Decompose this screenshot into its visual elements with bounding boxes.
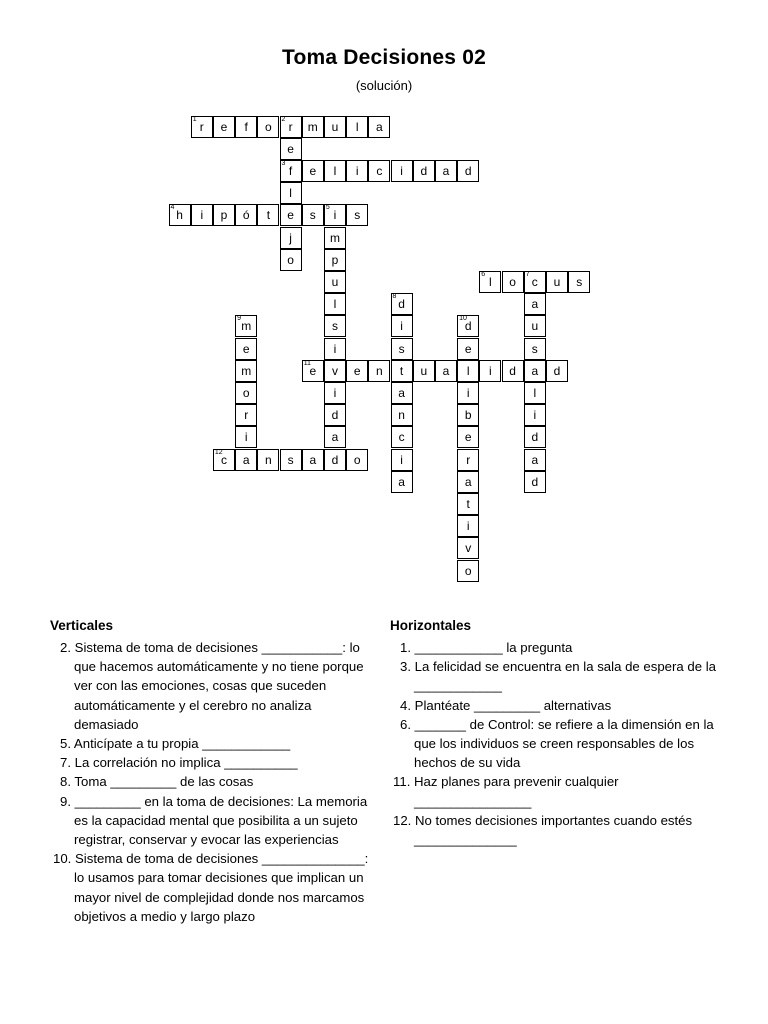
crossword-letter: m xyxy=(241,363,252,378)
crossword-cell xyxy=(524,315,546,337)
crossword-cell xyxy=(324,426,346,448)
clue-number: 3. xyxy=(400,659,411,675)
crossword-letter: c xyxy=(531,274,538,289)
crossword-letter: e xyxy=(309,163,317,178)
crossword-cell xyxy=(302,449,324,471)
crossword-cell xyxy=(524,293,546,315)
crossword-letter: i xyxy=(466,385,470,400)
crossword-letter: e xyxy=(287,208,294,223)
clue-item xyxy=(390,715,720,773)
crossword-letter: v xyxy=(465,541,472,556)
clue-number: 6. xyxy=(400,716,411,732)
crossword-letter: u xyxy=(331,119,339,134)
verticales-heading: Verticales xyxy=(50,618,114,633)
crossword-cell xyxy=(502,271,524,293)
crossword-cell xyxy=(524,471,546,493)
clue-text: La correlación no implica __________ xyxy=(71,755,298,771)
crossword-cell xyxy=(302,160,324,182)
horizontales-section xyxy=(390,617,720,849)
crossword-cell xyxy=(235,116,257,138)
crossword-cell xyxy=(235,449,257,471)
crossword-letter: t xyxy=(266,208,271,223)
crossword-letter: m xyxy=(241,319,252,334)
crossword-letter: d xyxy=(509,363,516,378)
crossword-cell xyxy=(457,315,479,337)
clue-item xyxy=(50,792,370,850)
crossword-cell xyxy=(324,315,346,337)
clue-text: ____________ la pregunta xyxy=(411,640,573,655)
horizontales-heading: Horizontales xyxy=(390,618,472,633)
crossword-cell xyxy=(457,160,479,182)
crossword-cell xyxy=(280,182,302,204)
crossword-cell xyxy=(324,116,346,138)
horizontales-list xyxy=(390,638,720,849)
crossword-letter: a xyxy=(398,474,405,489)
crossword-letter: a xyxy=(309,452,317,467)
crossword-cell xyxy=(546,271,568,293)
crossword-cell xyxy=(391,160,413,182)
crossword-letter: r xyxy=(288,119,293,134)
crossword-cell xyxy=(524,382,546,404)
crossword-letter: e xyxy=(287,141,294,156)
crossword-letter: d xyxy=(398,297,405,312)
clue-text: La felicidad se encuentra en la sala de espera de la ____________ xyxy=(411,659,716,694)
crossword-cell xyxy=(391,382,413,404)
clue-text: No tomes decisiones importantes cuando estés ______________ xyxy=(411,812,693,848)
clue-text: Anticípate a tu propia ____________ xyxy=(71,736,291,752)
crossword-cell xyxy=(413,360,435,382)
crossword-letter: d xyxy=(331,408,339,423)
crossword-cell xyxy=(368,116,390,138)
crossword-letter: c xyxy=(398,430,405,445)
crossword-cell xyxy=(391,315,413,337)
crossword-letter: i xyxy=(244,430,248,445)
crossword-letter: o xyxy=(509,274,516,289)
crossword-cell xyxy=(213,204,235,226)
crossword-letter: l xyxy=(489,274,492,289)
clue-item xyxy=(390,657,720,695)
crossword-cell xyxy=(391,338,413,360)
crossword-letter: r xyxy=(199,119,204,134)
crossword-letter: p xyxy=(331,252,339,267)
clue-number: 3 xyxy=(281,159,286,167)
crossword-letter: s xyxy=(331,319,338,334)
crossword-letter: i xyxy=(400,163,403,178)
crossword-letter: d xyxy=(531,430,539,445)
clue-number: 1. xyxy=(400,640,411,655)
crossword-letter: i xyxy=(400,319,403,334)
crossword-cell xyxy=(235,382,257,404)
crossword-letter: i xyxy=(400,452,403,467)
crossword-cell xyxy=(324,404,346,426)
crossword-cell xyxy=(391,293,413,315)
crossword-cell xyxy=(346,204,368,226)
crossword-cell xyxy=(457,404,479,426)
crossword-cell xyxy=(479,360,501,382)
crossword-letter: u xyxy=(553,274,561,289)
clue-item xyxy=(390,638,720,657)
crossword-letter: s xyxy=(309,208,316,223)
crossword-cell xyxy=(457,382,479,404)
page-subtitle: (solución) xyxy=(355,78,413,93)
crossword-letter: o xyxy=(464,563,472,578)
clue-number: 10 xyxy=(459,315,467,323)
crossword-letter: n xyxy=(265,452,272,467)
crossword-cell xyxy=(280,249,302,271)
crossword-cell xyxy=(346,160,368,182)
crossword-cell xyxy=(324,360,346,382)
clue-number: 4. xyxy=(400,697,411,713)
crossword-letter: h xyxy=(176,208,183,223)
crossword-cell xyxy=(235,338,257,360)
clue-number: 6 xyxy=(481,270,486,278)
clue-number: 2 xyxy=(281,115,286,123)
crossword-letter: d xyxy=(464,319,472,334)
crossword-letter: c xyxy=(220,452,227,467)
clue-text: Haz planes para prevenir cualquier ________________ xyxy=(410,774,619,809)
crossword-letter: t xyxy=(399,363,404,378)
crossword-cell xyxy=(457,360,479,382)
crossword-letter: l xyxy=(355,119,359,134)
crossword-cell xyxy=(213,116,235,138)
crossword-cell xyxy=(235,404,257,426)
clue-item xyxy=(390,696,720,715)
crossword-letter: i xyxy=(533,408,537,423)
clue-text: _______ de Control: se refiere a la dimensión en la que los individuos se creen responsables de los hechos de su vida xyxy=(411,716,714,771)
crossword-letter: s xyxy=(531,341,538,356)
crossword-cell xyxy=(524,271,546,293)
crossword-cell xyxy=(435,160,457,182)
crossword-cell xyxy=(346,449,368,471)
crossword-letter: i xyxy=(200,208,204,223)
crossword-letter: a xyxy=(442,163,450,178)
crossword-cell xyxy=(213,449,235,471)
crossword-letter: m xyxy=(307,119,318,134)
crossword-cell xyxy=(235,426,257,448)
crossword-cell xyxy=(280,160,302,182)
clue-item xyxy=(50,638,370,734)
crossword-cell xyxy=(324,293,346,315)
crossword-letter: u xyxy=(331,274,339,289)
crossword-cell xyxy=(324,338,346,360)
clue-text: _________ en la toma de decisiones: La memoria es la capacidad mental que posibilita a un sujeto registrar, conservar y evocar las experiencias xyxy=(71,793,368,848)
crossword-cell xyxy=(324,449,346,471)
crossword-cell xyxy=(235,315,257,337)
crossword-letter: e xyxy=(464,341,472,356)
crossword-cell xyxy=(324,227,346,249)
crossword-cell xyxy=(346,116,368,138)
crossword-cell xyxy=(457,493,479,515)
crossword-letter: a xyxy=(331,430,339,445)
crossword-letter: a xyxy=(442,363,450,378)
clue-number: 12 xyxy=(214,448,223,456)
clue-number: 4 xyxy=(170,204,175,212)
crossword-letter: ó xyxy=(242,208,250,223)
crossword-letter: a xyxy=(398,385,405,400)
crossword-letter: e xyxy=(353,363,361,378)
crossword-letter: a xyxy=(464,474,472,489)
crossword-letter: o xyxy=(353,452,361,467)
clue-item xyxy=(50,734,370,753)
crossword-cell xyxy=(302,360,324,382)
crossword-cell xyxy=(391,426,413,448)
crossword-letter: d xyxy=(531,474,539,489)
crossword-letter: n xyxy=(376,363,383,378)
crossword-cell xyxy=(280,449,302,471)
crossword-cell xyxy=(324,249,346,271)
crossword-cell xyxy=(257,204,279,226)
clue-text: Sistema de toma de decisiones ___________: lo que hacemos automáticamente y no tiene porque ver con las emociones, cosas que suceden automáticamente y el cerebro no analiza demasiado xyxy=(71,640,364,732)
crossword-letter: r xyxy=(466,452,471,467)
crossword-letter: s xyxy=(287,452,294,467)
crossword-letter: s xyxy=(398,341,405,356)
clue-item xyxy=(50,849,370,926)
crossword-letter: a xyxy=(531,363,539,378)
clue-item xyxy=(390,811,720,849)
crossword-letter: f xyxy=(288,163,293,178)
crossword-cell xyxy=(391,471,413,493)
crossword-letter: i xyxy=(489,363,492,378)
crossword-cell xyxy=(457,560,479,582)
crossword-letter: d xyxy=(420,163,428,178)
crossword-cell xyxy=(324,160,346,182)
crossword-cell xyxy=(280,138,302,160)
crossword-cell xyxy=(546,360,568,382)
crossword-letter: l xyxy=(533,385,537,400)
crossword-cell xyxy=(368,160,390,182)
page-title: Toma Decisiones 02 xyxy=(282,46,486,69)
crossword-letter: s xyxy=(576,274,583,289)
crossword-letter: l xyxy=(466,363,470,378)
crossword-cell xyxy=(257,449,279,471)
clue-number: 8. xyxy=(60,774,71,790)
crossword-cell xyxy=(524,360,546,382)
crossword-cell xyxy=(191,204,213,226)
crossword-letter: i xyxy=(466,519,470,534)
crossword-cell xyxy=(457,426,479,448)
crossword-cell xyxy=(391,449,413,471)
crossword-letter: r xyxy=(244,408,249,423)
crossword-cell xyxy=(191,116,213,138)
crossword-cell xyxy=(524,404,546,426)
clue-number: 1 xyxy=(192,115,197,123)
crossword-letter: v xyxy=(331,363,338,378)
crossword-cell xyxy=(257,116,279,138)
crossword-cell xyxy=(391,360,413,382)
crossword-cell xyxy=(324,271,346,293)
crossword-cell xyxy=(457,338,479,360)
crossword-letter: j xyxy=(289,230,292,245)
crossword-letter: s xyxy=(354,208,361,223)
crossword-letter: o xyxy=(265,119,272,134)
crossword-letter: a xyxy=(531,297,539,312)
crossword-cell xyxy=(457,449,479,471)
clue-number: 5. xyxy=(60,736,71,752)
crossword-cell xyxy=(302,204,324,226)
crossword-letter: a xyxy=(376,119,383,134)
crossword-cell xyxy=(524,449,546,471)
crossword-letter: e xyxy=(464,430,472,445)
crossword-cell xyxy=(324,204,346,226)
crossword-cell xyxy=(391,404,413,426)
crossword-cell xyxy=(413,160,435,182)
crossword-letter: u xyxy=(531,319,539,334)
crossword-cell xyxy=(280,204,302,226)
clue-text: Sistema de toma de decisiones ______________: lo usamos para tomar decisiones que implican un mayor nivel de complejidad donde nos marcamos objetivos a medio y largo plazo xyxy=(71,851,369,924)
clue-number: 10. xyxy=(53,851,72,867)
crossword-cell xyxy=(169,204,191,226)
crossword-letter: l xyxy=(289,186,292,201)
crossword-letter: u xyxy=(420,363,428,378)
crossword-cell xyxy=(479,271,501,293)
crossword-letter: c xyxy=(376,163,383,178)
crossword-letter: d xyxy=(553,363,561,378)
crossword-letter: i xyxy=(333,341,337,356)
crossword-letter: b xyxy=(464,408,472,423)
crossword-letter: p xyxy=(220,208,228,223)
clue-number: 2. xyxy=(60,640,71,655)
crossword-letter: i xyxy=(355,163,359,178)
clue-text: Plantéate _________ alternativas xyxy=(411,697,612,713)
clue-number: 11 xyxy=(303,359,311,367)
crossword-letter: d xyxy=(331,452,339,467)
crossword-letter: i xyxy=(333,385,337,400)
crossword-cell xyxy=(457,471,479,493)
clue-number: 11. xyxy=(393,774,411,790)
verticales-section xyxy=(50,617,370,926)
crossword-cell xyxy=(568,271,590,293)
crossword-cell xyxy=(457,515,479,537)
clue-text: Toma _________ de las cosas xyxy=(71,774,254,790)
clue-number: 12. xyxy=(393,812,412,828)
crossword-cell xyxy=(280,227,302,249)
verticales-list xyxy=(50,638,370,926)
clue-item xyxy=(390,772,720,810)
crossword-cell xyxy=(235,360,257,382)
clue-number: 8 xyxy=(392,293,397,301)
clue-number: 5 xyxy=(325,204,330,212)
crossword-letter: e xyxy=(242,341,250,356)
crossword-letter: a xyxy=(242,452,250,467)
crossword-letter: a xyxy=(531,452,539,467)
clue-item xyxy=(50,772,370,791)
crossword-cell xyxy=(502,360,524,382)
clue-item xyxy=(50,753,370,772)
crossword-letter: e xyxy=(220,119,228,134)
crossword-cell xyxy=(435,360,457,382)
crossword-letter: l xyxy=(333,297,337,312)
clue-number: 7. xyxy=(60,755,71,771)
crossword-letter: n xyxy=(398,408,405,423)
clue-number: 9 xyxy=(237,315,241,323)
crossword-letter: d xyxy=(464,163,472,178)
crossword-cell xyxy=(524,338,546,360)
crossword-cell xyxy=(346,360,368,382)
crossword-letter: t xyxy=(466,496,470,511)
crossword-letter: o xyxy=(242,385,250,400)
crossword-cell xyxy=(368,360,390,382)
crossword-cell xyxy=(302,116,324,138)
crossword-cell xyxy=(457,537,479,559)
crossword-letter: e xyxy=(309,363,317,378)
crossword-letter: l xyxy=(333,163,337,178)
crossword-letter: f xyxy=(244,119,248,134)
clue-number: 9. xyxy=(60,793,71,809)
clue-number: 7 xyxy=(525,270,530,278)
crossword-cell xyxy=(280,116,302,138)
crossword-cell xyxy=(235,204,257,226)
crossword-letter: i xyxy=(333,208,337,223)
crossword-letter: o xyxy=(287,252,294,267)
crossword-cell xyxy=(324,382,346,404)
crossword-letter: m xyxy=(329,230,340,245)
crossword-cell xyxy=(524,426,546,448)
